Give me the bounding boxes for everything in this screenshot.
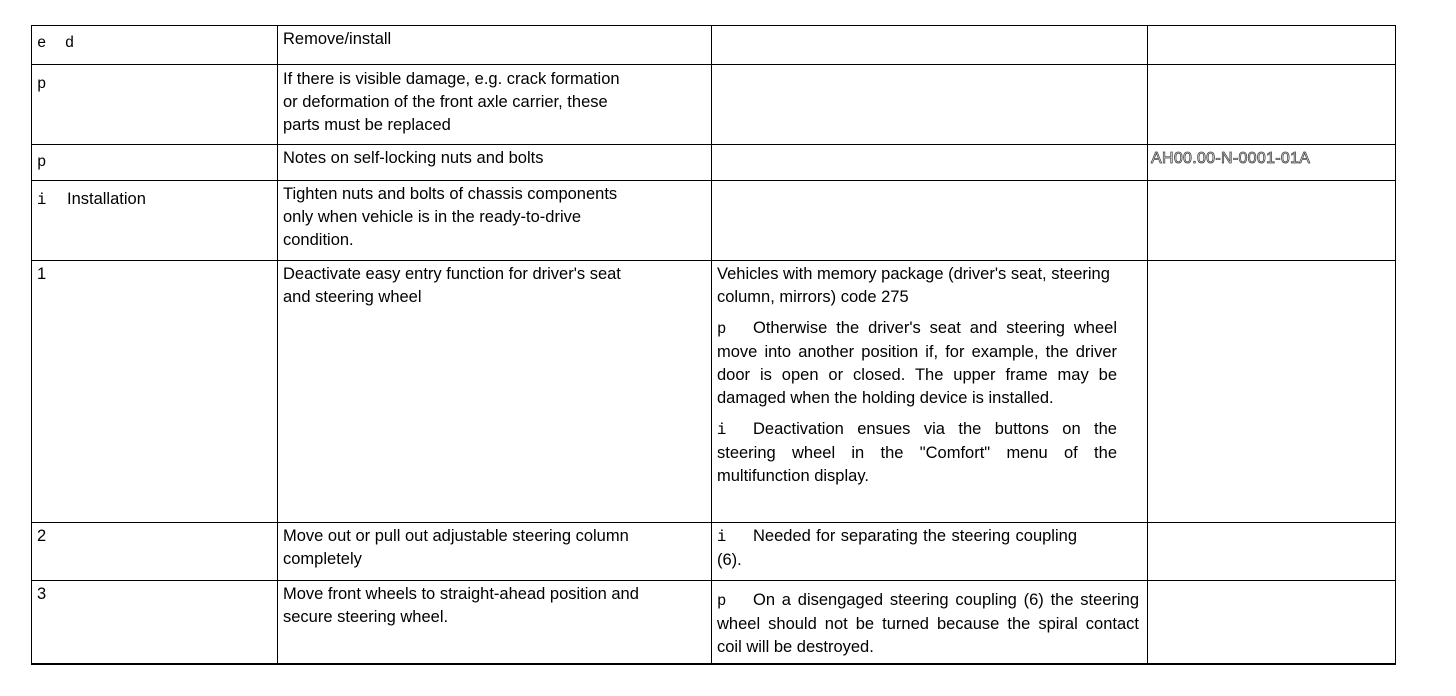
- notes-cell: [712, 26, 1148, 65]
- note-block: [717, 589, 1139, 659]
- info-symbol: i: [717, 528, 727, 546]
- notes-cell: [712, 65, 1148, 145]
- instruction-cell: [278, 145, 712, 181]
- instruction-text: Deactivate easy entry function for driver's seat and steering wheel: [283, 265, 621, 306]
- instruction-cell: [278, 261, 712, 523]
- table-row: [32, 261, 1396, 523]
- table-row: [32, 523, 1396, 581]
- step-number: 1: [37, 265, 47, 283]
- reference-cell: [1148, 65, 1396, 145]
- instruction-text: Remove/install: [283, 30, 392, 48]
- notes-cell: [712, 261, 1148, 523]
- instruction-cell: [278, 65, 712, 145]
- document-reference-link[interactable]: AH00.00-N-0001-01A: [1151, 150, 1311, 167]
- note-text: Otherwise the driver's seat and steering wheel move into another position if, for example, the driver door is open or closed. The upper frame may be damaged when the holding device is installed.: [717, 319, 1117, 407]
- notes-cell: [712, 581, 1148, 665]
- table-row: [32, 26, 1396, 65]
- symbol-cell: [32, 145, 278, 181]
- symbol-cell: [32, 181, 278, 261]
- reference-cell: [1148, 181, 1396, 261]
- note-intro: Vehicles with memory package (driver's seat, steering column, mirrors) code 275: [717, 265, 1110, 306]
- section-label: Installation: [67, 190, 146, 208]
- instruction-text: Tighten nuts and bolts of chassis components only when vehicle is in the ready-to-drive condition.: [283, 185, 618, 249]
- instruction-text: If there is visible damage, e.g. crack formation or deformation of the front axle carrier, these parts must be replaced: [283, 70, 620, 134]
- warning-symbol: p: [37, 153, 47, 171]
- reference-cell: [1148, 261, 1396, 523]
- note-text: Needed for separating the steering coupling (6).: [717, 527, 1077, 569]
- table-row: [32, 145, 1396, 181]
- table-row: [32, 65, 1396, 145]
- notes-cell: [712, 145, 1148, 181]
- note-block: [717, 317, 1117, 410]
- step-number: 2: [37, 527, 47, 545]
- instruction-text: Notes on self-locking nuts and bolts: [283, 149, 544, 167]
- warning-symbol: p: [37, 75, 47, 93]
- notes-cell: [712, 181, 1148, 261]
- reference-cell: [1148, 523, 1396, 581]
- note-block: [717, 525, 1077, 572]
- notes-cell: [712, 523, 1148, 581]
- table-row: [32, 581, 1396, 665]
- instruction-cell: [278, 26, 712, 65]
- reference-cell: [1148, 145, 1396, 181]
- note-text: On a disengaged steering coupling (6) the steering wheel should not be turned because the spiral contact coil will be destroyed.: [717, 591, 1139, 656]
- warning-symbol: p: [717, 592, 727, 610]
- instruction-text: Move front wheels to straight-ahead position and secure steering wheel.: [283, 585, 639, 626]
- symbol-glyph: e d: [37, 34, 75, 52]
- instruction-cell: [278, 181, 712, 261]
- instruction-cell: [278, 581, 712, 665]
- info-symbol: i: [37, 191, 47, 209]
- reference-cell: [1148, 26, 1396, 65]
- symbol-cell: [32, 26, 278, 65]
- step-number: 3: [37, 585, 47, 603]
- warning-symbol: p: [717, 320, 727, 338]
- info-symbol: i: [717, 421, 727, 439]
- table-row: [32, 181, 1396, 261]
- step-number-cell: [32, 261, 278, 523]
- note-block: [717, 418, 1117, 488]
- symbol-cell: [32, 65, 278, 145]
- step-number-cell: [32, 523, 278, 581]
- note-text: Deactivation ensues via the buttons on the steering wheel in the "Comfort" menu of the multifunction display.: [717, 420, 1117, 485]
- reference-cell: [1148, 581, 1396, 665]
- repair-instruction-table: [31, 25, 1396, 665]
- instruction-text: Move out or pull out adjustable steering column completely: [283, 527, 629, 568]
- instruction-cell: [278, 523, 712, 581]
- step-number-cell: [32, 581, 278, 665]
